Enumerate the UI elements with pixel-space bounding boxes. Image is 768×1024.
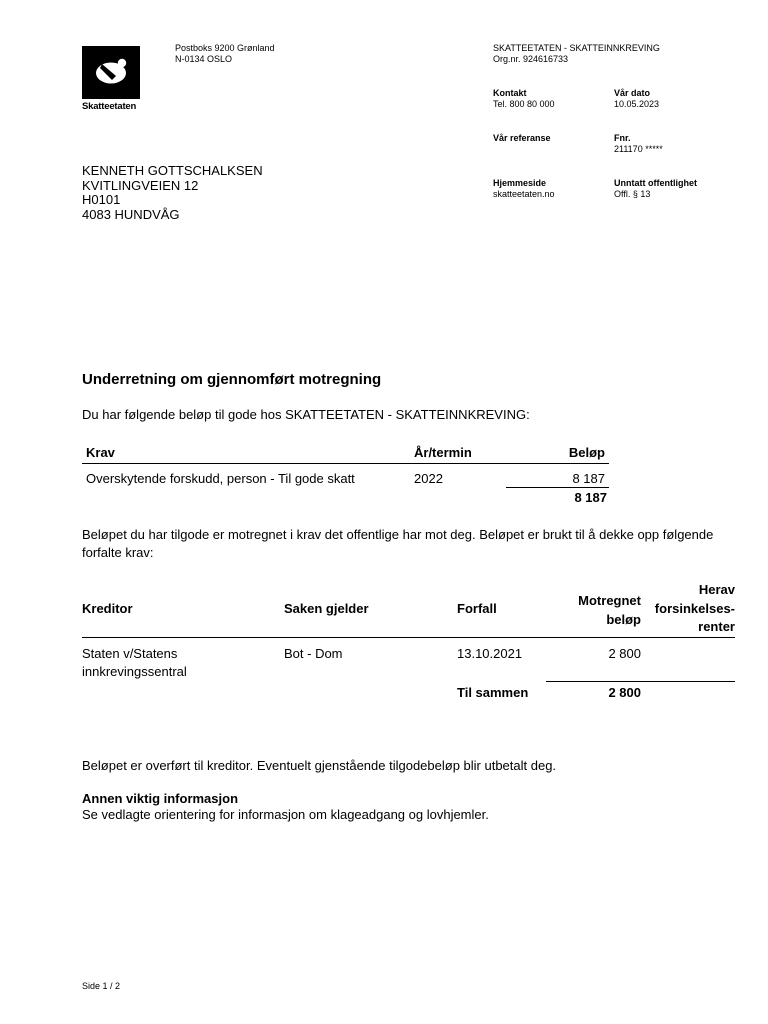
col-herav	[655, 581, 735, 637]
document-title: Underretning om gjennomført motregning	[82, 371, 382, 388]
referanse-label: Vår referanse	[493, 133, 551, 143]
meta-fnr	[614, 133, 663, 155]
offset-table-header	[82, 581, 735, 641]
row-termin: 2022	[414, 471, 443, 486]
dato-label: Vår dato	[614, 88, 651, 98]
sender-line-1: Postboks 9200 Grønland	[175, 43, 275, 53]
unntatt-value: Offl. § 13	[614, 189, 651, 199]
table2-header-divider	[82, 637, 735, 638]
table-row	[82, 464, 609, 488]
transfer-text: Beløpet er overført til kreditor. Eventuelt gjenstående tilgodebeløp blir utbetalt deg.	[82, 758, 557, 773]
meta-kontakt	[493, 88, 555, 110]
recipient-name: KENNETH GOTTSCHALKSEN	[82, 163, 263, 178]
fnr-label: Fnr.	[614, 133, 631, 143]
recipient-unit: H0101	[82, 192, 121, 207]
meta-dato	[614, 88, 659, 110]
recipient-address	[82, 164, 263, 222]
row-krav: Overskytende forskudd, person - Til gode skatt	[86, 471, 355, 486]
meta-referanse	[493, 133, 551, 144]
org-number: Org.nr. 924616733	[493, 54, 569, 64]
meta-unntatt	[614, 178, 697, 200]
offset-explanation: Beløpet du har tilgode er motregnet i krav det offentlige har mot deg. Beløpet er brukt til å dekke opp følgende forfalte krav:	[82, 527, 714, 560]
kontakt-value: Tel. 800 80 000	[493, 99, 555, 109]
col-herav-line3: renter	[698, 619, 735, 634]
row-kreditor-line2: innkrevingssentral	[82, 664, 187, 679]
table2-total-label: Til sammen	[457, 685, 529, 700]
info-section	[82, 791, 489, 823]
kontakt-label: Kontakt	[493, 88, 527, 98]
row-belop: 2 800	[608, 646, 641, 661]
table1-total: 8 187	[574, 490, 607, 505]
col-motregnet	[578, 591, 641, 629]
unntatt-label: Unntatt offentlighet	[614, 178, 697, 188]
info-heading: Annen viktig informasjon	[82, 791, 239, 806]
sender-line-2: N-0134 OSLO	[175, 54, 233, 64]
col-motregnet-line1: Motregnet	[578, 593, 641, 608]
fnr-value: 211170 *****	[614, 144, 663, 154]
hjemmeside-value: skatteetaten.no	[493, 189, 555, 199]
intro-text: Du har følgende beløp til gode hos SKATTEETATEN - SKATTEINNKREVING:	[82, 407, 530, 422]
table1-sum-divider	[506, 487, 609, 488]
credit-table	[82, 441, 609, 487]
page-number: Side 1 / 2	[82, 981, 121, 991]
col-belop: Beløp	[513, 441, 609, 464]
table2-sum-divider	[546, 681, 735, 682]
hjemmeside-label: Hjemmeside	[493, 178, 547, 188]
col-herav-line2: forsinkelses-	[654, 600, 735, 616]
org-name: SKATTEETATEN - SKATTEINNKREVING	[493, 43, 660, 53]
col-forfall: Forfall	[457, 601, 497, 616]
org-block	[493, 43, 660, 65]
row-kreditor	[82, 645, 187, 681]
meta-hjemmeside	[493, 178, 555, 200]
sender-address	[175, 43, 275, 65]
row-kreditor-line1: Staten v/Statens	[82, 646, 178, 661]
recipient-street: KVITLINGVEIEN 12	[82, 177, 199, 193]
logo-name: Skatteetaten	[82, 101, 137, 112]
col-krav: Krav	[82, 441, 410, 464]
recipient-city: 4083 HUNDVÅG	[82, 206, 180, 222]
dato-value: 10.05.2023	[614, 99, 660, 109]
row-saken: Bot - Dom	[284, 646, 343, 661]
table2-total: 2 800	[608, 685, 641, 700]
col-herav-line1: Herav	[698, 582, 735, 597]
col-motregnet-line2: beløp	[606, 612, 641, 627]
row-belop: 8 187	[572, 471, 605, 486]
skatteetaten-logo	[82, 46, 140, 99]
col-kreditor: Kreditor	[82, 601, 133, 616]
row-forfall: 13.10.2021	[457, 646, 523, 661]
info-text: Se vedlagte orientering for informasjon om klageadgang og lovhjemler.	[82, 807, 489, 822]
logo-emblem-icon	[82, 46, 140, 99]
col-termin: År/termin	[410, 441, 513, 464]
credit-table-header	[82, 441, 609, 464]
col-saken: Saken gjelder	[284, 601, 369, 616]
